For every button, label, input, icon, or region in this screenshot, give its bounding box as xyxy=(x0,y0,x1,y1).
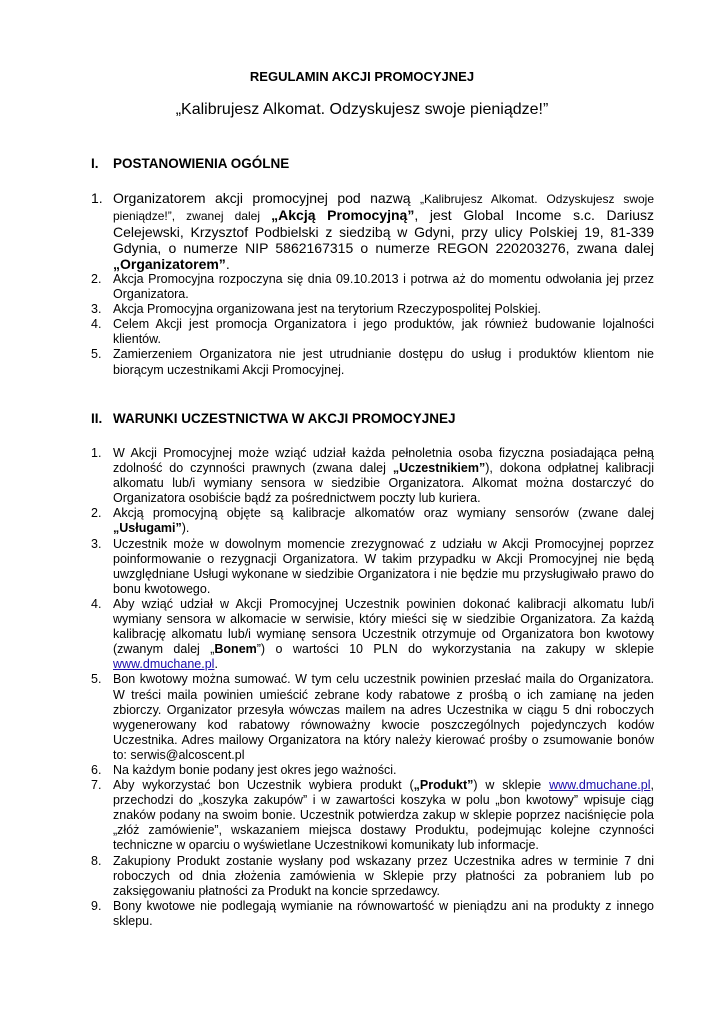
section-heading-2 xyxy=(91,411,651,427)
shop-link[interactable]: www.dmuchane.pl xyxy=(113,657,215,672)
list-item: 1. Organizatorem akcji promocyjnej pod nazwą „Kalibrujesz Alkomat. Odzyskujesz swoje pieniądze!”, zwanej dalej „Akcją Promocyjną”, jest Global Income s.c. Dariusz Celejewski, Krzysztof Podbielski z siedzibą w Gdyni, przy ulicy Polskiej 19, 81-339 Gdynia, o numerze NIP 5862167315 o numerze REGON 220203276, zwana dalej „Organizatorem”. xyxy=(91,190,655,272)
list-item: 1. W Akcji Promocyjnej może wziąć udział każda pełnoletnia osoba fizyczna posiadająca pełną zdolność do czynności prawnych (zwana dalej „Uczestnikiem”), dokona odpłatnej kalibracji alkomatu lub/i wymiany sensora w siedzibie Organizatora. Alkomat można dostarczyć do Organizatora osobiście bądź za pośrednictwem poczty lub kuriera. xyxy=(91,446,654,506)
list-item: 8. Zakupiony Produkt zostanie wysłany pod wskazany przez Uczestnika adres w terminie 7 dni roboczych od dnia złożenia zamówienia w Sklepie przy płatności za pobraniem lub po zaksięgowaniu płatności za Produkt na koncie sprzedawcy. xyxy=(91,853,654,898)
list-item: 7. Aby wykorzystać bon Uczestnik wybiera produkt („Produkt”) w sklepie www.dmuchane.pl, przechodzi do „koszyka zakupów” i w zawartości koszyka w polu „bon kwotowy” wpisuje ciąg znaków podany na swoim bonie. Uczestnik potwierdza zakup w sklepie poprzez naciśnięcie pola „złóż zamówienie”, wskazaniem miejsca dostawy Produktu, podejmując kolejne czynności techniczne w oparciu o wyświetlane Uczestnikowi komunikaty lub informacje. xyxy=(91,778,654,853)
document-title: REGULAMIN AKCJI PROMOCYJNEJ xyxy=(249,69,475,84)
list-item: 2. Akcją promocyjną objęte są kalibracje alkomatów oraz wymiany sensorów (zwane dalej „Usługami”). xyxy=(91,506,654,536)
list-item: 4. Celem Akcji jest promocja Organizatora i jego produktów, jak również budowanie lojalności klientów. xyxy=(91,317,654,347)
list-item: 2. Akcja Promocyjna rozpoczyna się dnia 09.10.2013 i potrwa aż do momentu odwołania jej przez Organizatora. xyxy=(91,272,654,302)
list-item: 5. Bon kwotowy można sumować. W tym celu uczestnik powinien przesłać maila do Organizatora. W treści maila powinien umieścić zebrane kody rabatowe z prośbą o ich zamianę na jeden zbiorczy. Organizator przesyła wówczas mailem na adres Uczestnika w ciągu 5 dni roboczych wygenerowany kod rabatowy równoważny kwocie poszczególnych pojedynczych kodów Uczestnika. Adres mailowy Organizatora na który należy kierować prośby o zsumowanie bonów to: serwis@alcoscent.pl xyxy=(91,672,654,762)
list-item: 6. Na każdym bonie podany jest okres jego ważności. xyxy=(91,762,397,777)
shop-link[interactable]: www.dmuchane.pl xyxy=(549,778,651,793)
section-heading-1 xyxy=(91,156,651,172)
section-number: II. xyxy=(91,411,103,426)
list-item: 5. Zamierzeniem Organizatora nie jest utrudnianie dostępu do usług i produktów klientom nie biorącym uczestnikami Akcji Promocyjnej. xyxy=(91,347,654,377)
section-title: WARUNKI UCZESTNICTWA W AKCJI PROMOCYJNEJ xyxy=(113,411,456,426)
list-item: 3. Akcja Promocyjna organizowana jest na terytorium Rzeczypospolitej Polskiej. xyxy=(91,302,541,317)
section-2-list xyxy=(91,446,654,929)
section-title: POSTANOWIENIA OGÓLNE xyxy=(113,156,290,171)
section-1-list xyxy=(91,190,654,378)
section-number: I. xyxy=(91,156,99,171)
list-item: 4. Aby wziąć udział w Akcji Promocyjnej Uczestnik powinien dokonać kalibracji alkomatu lub/i wymiany sensora w alkomacie w serwisie, który mieści się w siedzibie Organizatora. Za każdą kalibrację alkomatu lub/i wymianę sensora Uczestnik otrzymuje od Organizatora bon kwotowy (zwanym dalej „Bonem”) o wartości 10 PLN do wykorzystania na zakupy w sklepie www.dmuchane.pl. xyxy=(91,596,654,672)
list-item: 3. Uczestnik może w dowolnym momencie zrezygnować z udziału w Akcji Promocyjnej poprzez poinformowanie o rezygnacji Organizatora. W takim przypadku w Akcji Promocyjnej nie będą uwzględniane Usługi wykonane w siedzibie Organizatora i nie będzie mu przysługiwało prawo do bonu kwotowego. xyxy=(91,536,654,596)
document-subtitle: „Kalibrujesz Alkomat. Odzyskujesz swoje pieniądze!” xyxy=(175,101,549,118)
list-item: 9. Bony kwotowe nie podlegają wymianie na równowartość w pieniądzu ani na produkty z innego sklepu. xyxy=(91,898,654,928)
